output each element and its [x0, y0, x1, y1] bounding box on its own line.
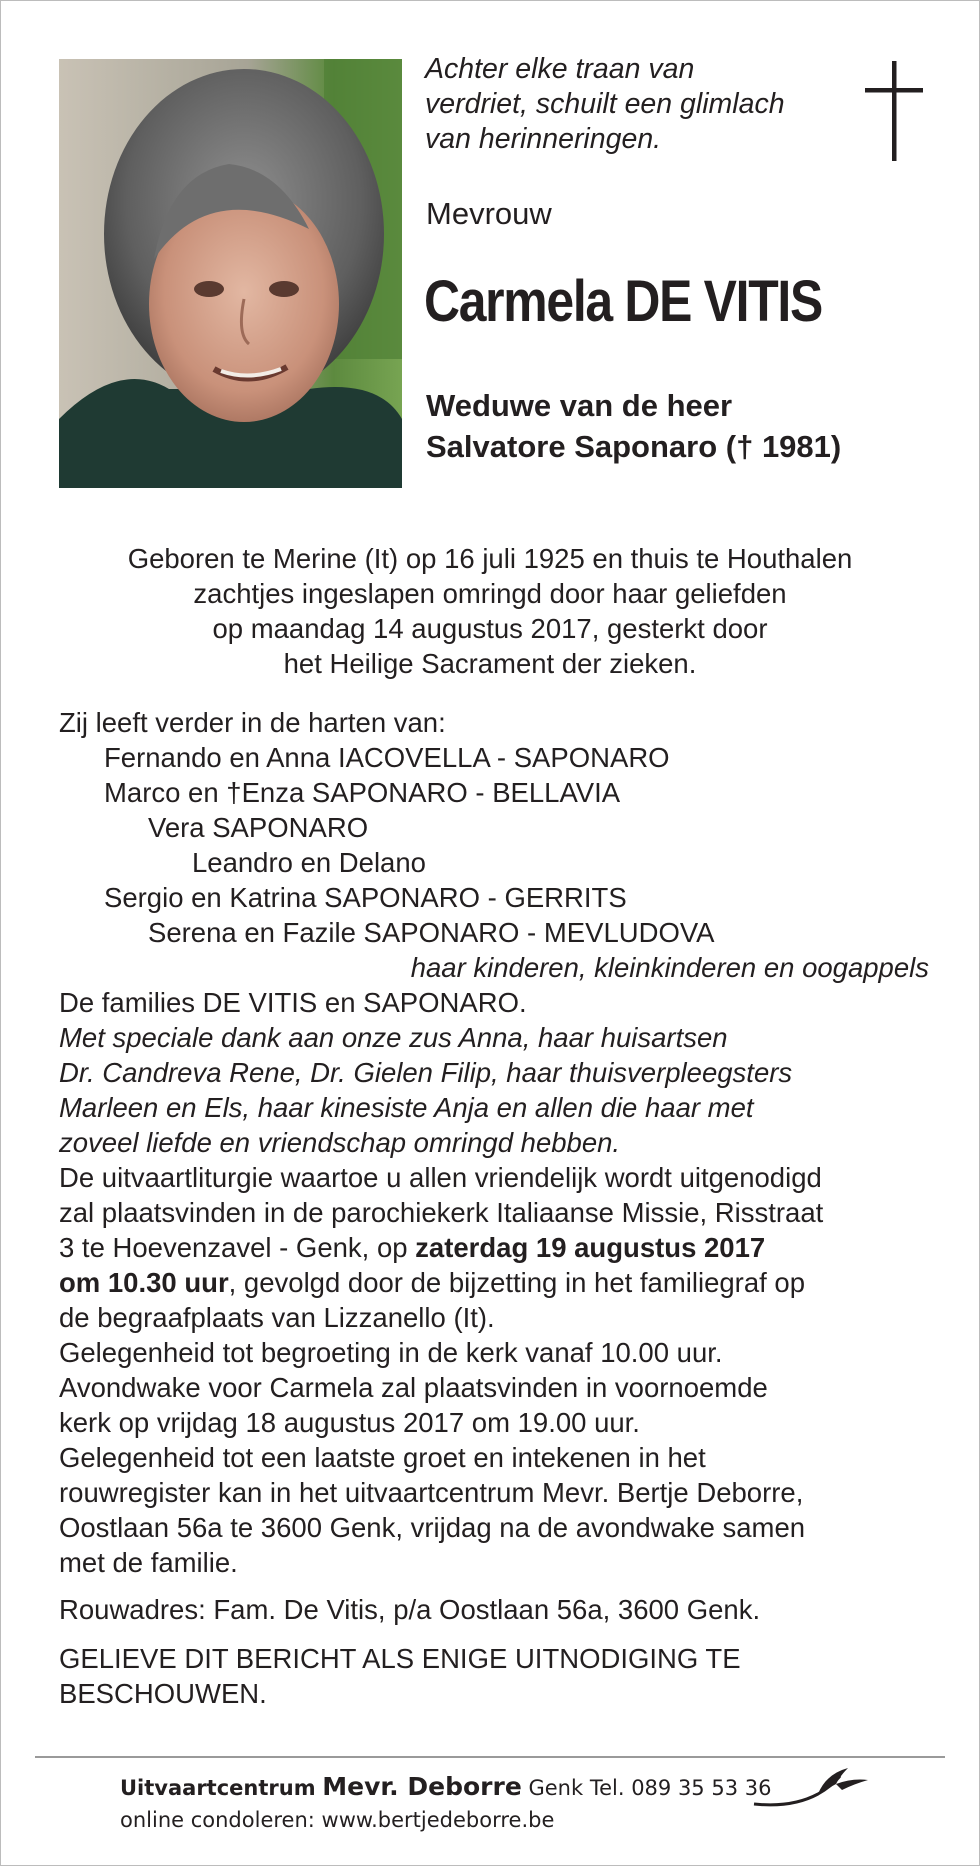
ceremony-line: Avondwake voor Carmela zal plaatsvinden in voornoemde — [59, 1372, 768, 1403]
announcement-body — [59, 705, 929, 1711]
birth-line: het Heilige Sacrament der zieken. — [283, 648, 697, 679]
birth-line: op maandag 14 augustus 2017, gesterkt door — [212, 613, 768, 644]
ceremony-line — [59, 1230, 929, 1265]
ceremony-line — [59, 1265, 929, 1300]
notice-line: GELIEVE DIT BERICHT ALS ENIGE UITNODIGING TE — [59, 1643, 741, 1674]
mourning-address: Rouwadres: Fam. De Vitis, p/a Oostlaan 56a, 3600 Genk. — [59, 1594, 761, 1625]
footer-divider — [35, 1756, 945, 1758]
funeral-center-label: Uitvaartcentrum — [120, 1776, 316, 1800]
survivor-line: Sergio en Katrina SAPONARO - GERRITS — [104, 882, 627, 913]
online-condolence-link[interactable]: online condoleren: www.bertjedeborre.be — [120, 1808, 555, 1832]
ceremony-line: Oostlaan 56a te 3600 Genk, vrijdag na de avondwake samen — [59, 1512, 806, 1543]
funeral-home-brand: Mevr. Deborre — [322, 1772, 522, 1801]
latin-cross-icon — [865, 61, 923, 161]
thanks-line: Dr. Candreva Rene, Dr. Gielen Filip, haar thuisverpleegsters — [59, 1057, 793, 1088]
ceremony-line: rouwregister kan in het uitvaartcentrum Mevr. Bertje Deborre, — [59, 1477, 804, 1508]
survivor-line: Leandro en Delano — [192, 847, 426, 878]
ceremony-text: , gevolgd door de bijzetting in het familiegraf op — [228, 1267, 805, 1298]
survivor-line: Serena en Fazile SAPONARO - MEVLUDOVA — [148, 917, 715, 948]
honorific: Mevrouw — [426, 196, 552, 231]
notice-line: BESCHOUWEN. — [59, 1678, 267, 1709]
widow-of — [426, 385, 841, 467]
thanks-line: zoveel liefde en vriendschap omringd hebben. — [59, 1127, 621, 1158]
quote-line: verdriet, schuilt een glimlach — [425, 88, 785, 120]
ceremony-date: zaterdag 19 augustus 2017 — [415, 1232, 766, 1263]
funeral-home-phone: Tel. 089 35 53 36 — [589, 1776, 772, 1800]
survivor-line: Marco en †Enza SAPONARO - BELLAVIA — [104, 777, 621, 808]
bird-logo-icon — [752, 1764, 870, 1810]
thanks-line: Marleen en Els, haar kinesiste Anja en allen die haar met — [59, 1092, 754, 1123]
survivor-line: Fernando en Anna IACOVELLA - SAPONARO — [104, 742, 670, 773]
birth-death-notice — [0, 541, 980, 681]
birth-line: zachtjes ingeslapen omringd door haar geliefden — [193, 578, 787, 609]
memorial-quote — [425, 52, 845, 157]
ceremony-line: zal plaatsvinden in de parochiekerk Italiaanse Missie, Risstraat — [59, 1197, 824, 1228]
funeral-home-footer — [120, 1771, 771, 1836]
widow-line: Salvatore Saponaro († 1981) — [426, 429, 842, 464]
birth-line: Geboren te Merine (It) op 16 juli 1925 en thuis te Houthalen — [127, 543, 853, 574]
ceremony-line: kerk op vrijdag 18 augustus 2017 om 19.00 uur. — [59, 1407, 640, 1438]
quote-line: Achter elke traan van — [425, 53, 695, 85]
ceremony-line: met de familie. — [59, 1547, 238, 1578]
quote-line: van herinneringen. — [425, 123, 662, 155]
ceremony-line: de begraafplaats van Lizzanello (It). — [59, 1302, 495, 1333]
funeral-home-city: Genk — [528, 1776, 584, 1800]
portrait-photo — [59, 59, 402, 488]
ceremony-line: Gelegenheid tot begroeting in de kerk vanaf 10.00 uur. — [59, 1337, 723, 1368]
families-line: De families DE VITIS en SAPONARO. — [59, 987, 527, 1018]
ceremony-time: om 10.30 uur — [59, 1267, 229, 1298]
survivors-caption: haar kinderen, kleinkinderen en oogappels — [410, 952, 929, 983]
survivors-intro: Zij leeft verder in de harten van: — [59, 707, 446, 738]
survivor-line: Vera SAPONARO — [148, 812, 369, 843]
ceremony-line: Gelegenheid tot een laatste groet en intekenen in het — [59, 1442, 706, 1473]
ceremony-text: 3 te Hoevenzavel - Genk, op — [59, 1232, 416, 1263]
ceremony-line: De uitvaartliturgie waartoe u allen vriendelijk wordt uitgenodigd — [59, 1162, 822, 1193]
deceased-name: Carmela DE VITIS — [424, 269, 822, 334]
thanks-line: Met speciale dank aan onze zus Anna, haar huisartsen — [59, 1022, 728, 1053]
widow-line: Weduwe van de heer — [426, 388, 733, 423]
